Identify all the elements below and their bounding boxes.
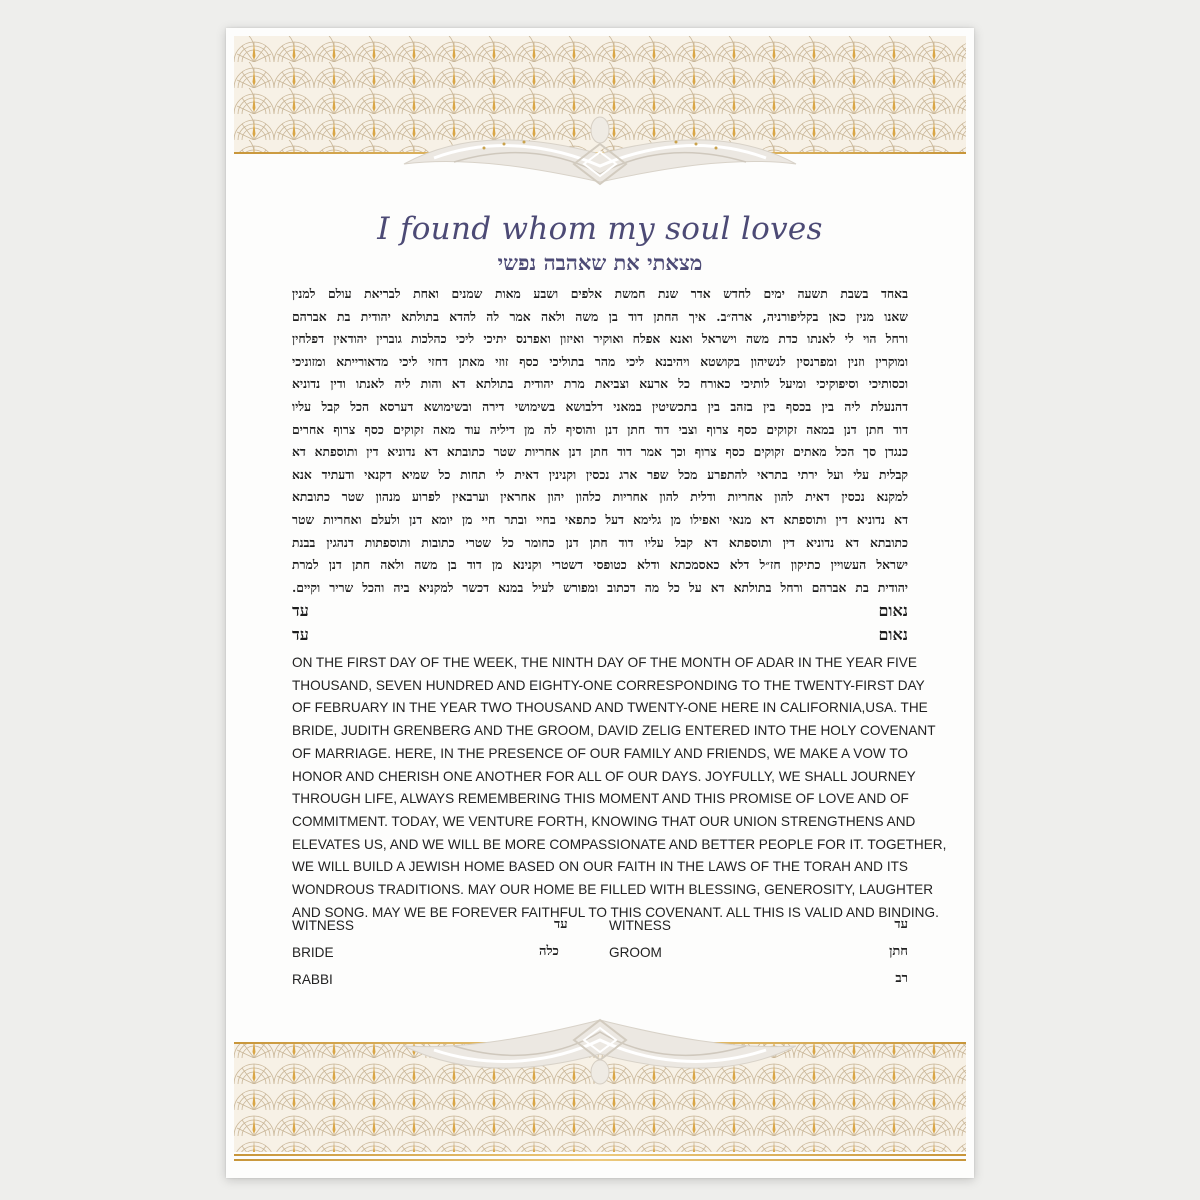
hebrew-signature-neum: נאום (878, 601, 908, 620)
bottom-ornament-band (234, 1006, 966, 1164)
hebrew-line: ומוקרין וזנין ומפרנסין לנשיהון בקושטא ויהיבנא ליכי מהר בתוליכי כסף זוזי מאתן דחזי ליכי מדאורייתא ומזוניכי (292, 353, 908, 369)
art-deco-fan-pattern (234, 36, 966, 186)
english-line: THOUSAND, SEVEN HUNDRED AND EIGHTY-ONE CORRESPONDING TO THE TWENTY-FIRST DAY (292, 677, 925, 693)
title-english: I found whom my soul loves (377, 211, 823, 247)
bride-hebrew: כלה (539, 944, 559, 959)
rabbi-label: RABBI (292, 972, 333, 987)
art-deco-fan-pattern (234, 1006, 966, 1164)
witness-hebrew-left: עד (554, 917, 568, 932)
witness-hebrew-right: עד (894, 917, 908, 932)
hebrew-signature-ed: עד (292, 625, 309, 644)
english-line: WONDROUS TRADITIONS. MAY OUR HOME BE FILLED WITH BLESSING, GENEROSITY, LAUGHTER (292, 882, 934, 898)
english-line: OF MARRIAGE. HERE, IN THE PRESENCE OF OUR FAMILY AND FRIENDS, WE MAKE A VOW TO (292, 745, 908, 761)
hebrew-signature-neum: נאום (878, 625, 908, 644)
english-line: AND SONG. MAY WE BE FOREVER FAITHFUL TO THIS COVENANT. ALL THIS IS VALID AND BINDING. (292, 904, 939, 920)
groom-label: GROOM (609, 945, 662, 960)
signature-row-rabbi (292, 972, 908, 999)
english-text (292, 652, 947, 924)
signature-row-witness (292, 918, 908, 945)
hebrew-line: באחד בשבת תשעה ימים לחדש אדר שנת חמשת אלפים ושבע מאות שמנים ואחת לבריאת עולם למנין (292, 286, 908, 301)
hebrew-line: קבלית עלי ועל ירתי בתראי להתפרע מכל שפר ארג נכסין וקנינין דאית לי תחות כל שמיא דקנאי ודעתיד אנא (292, 466, 908, 482)
hebrew-line: דוד חתן דנן במאה זקוקים כסף צרוף וצבי דוד חתן דנן והוסיף לה מן דיליה עוד מאה זקוקים כסף צרוף אחרים (292, 421, 908, 437)
ketubah-document (226, 28, 974, 1178)
signature-block (292, 918, 908, 999)
bride-label: BRIDE (292, 945, 334, 960)
top-ornament-band (234, 36, 966, 186)
english-line: OF FEBRUARY IN THE YEAR TWO THOUSAND AND TWENTY-ONE HERE IN CALIFORNIA,USA. THE (292, 700, 928, 716)
witness-label-right: WITNESS (609, 918, 671, 933)
rabbi-hebrew: רב (895, 971, 908, 986)
hebrew-signature-ed: עד (292, 601, 309, 620)
english-line: BRIDE, JUDITH GRENBERG AND THE GROOM, DAVID ZELIG ENTERED INTO THE HOLY COVENANT (292, 723, 936, 739)
hebrew-line: שאנו מנין כאן בקליפורניה, ארה״ב. איך החתן דוד בן משה ולאה אמר לה להדא בתולתא יהודית בת אברהם (292, 308, 908, 324)
hebrew-line: למקנא נכסין דאית להון אחריות ודלית להון אחריות כלהון יהון אחראין וערבאין לפרוע מנהון שטר כתובתא (292, 489, 908, 505)
english-line: ON THE FIRST DAY OF THE WEEK, THE NINTH DAY OF THE MONTH OF ADAR IN THE YEAR FIVE (292, 655, 917, 670)
groom-hebrew: חתן (889, 944, 908, 959)
hebrew-line: וכסותיכי וסיפוקיכי ומיעל לותיכי כאורח כל ארעא וצביאת מרת יהודית בתולתא דא והות ליה לאנתו ודין נדוניא (292, 376, 908, 392)
hebrew-line: דהנעלת ליה בין בכסף בין בזהב בין בתכשיטין במאני דלבושא בשימושי דירה ובשימושא דערסא הכל קבל עליו (292, 398, 908, 414)
english-line: WE WILL BUILD A JEWISH HOME BASED ON OUR FAITH IN THE LAWS OF THE TORAH AND ITS (292, 859, 908, 875)
hebrew-line: כתובתא דא נדוניא דין ותוספתא דא קבל עליו דוד חתן דנן כחומר כל שטרי כתובות ותוספתות דנהגין בבנת (292, 534, 908, 550)
english-line: COMMITMENT. TODAY, WE VENTURE FORTH, KNOWING THAT OUR UNION STRENGTHENS AND (292, 813, 916, 829)
hebrew-line: יהודית בת אברהם ורחל בתולתא דא על כל מה דכתוב ומפורש לעיל במנא דכשר למקניא ביה והכל שריר וקיים. (292, 579, 908, 595)
witness-label-left: WITNESS (292, 918, 354, 933)
hebrew-line: ורחל הוי לי לאנתו כדת משה וישראל ואנא אפלח ואוקיר ואיזון ואפרנס יתיכי ליכי כהלכות גוברין יהודאין דפלחין (292, 331, 908, 347)
hebrew-line: כנגדן סך הכל מאתים זקוקים כסף צרוף וכך אמר דוד חתן דנן אחריות שטר כתובתא דא נדוניא דין ותוספתא דא (292, 444, 908, 460)
english-line: ELEVATES US, AND WE WILL BE MORE COMPASSIONATE AND BETTER PEOPLE FOR IT. TOGETHER, (292, 836, 947, 852)
hebrew-line: ישראל העשויין כתיקון חז״ל דלא כאסמכתא ודלא כטופסי דשטרי וקנינא מן דוד בן משה ולאה חתן דנן למרת (292, 557, 908, 573)
hebrew-line: דא נדוניא דין ותוספתא דא מנאי ואפילו מן גלימא דעל כתפאי בחיי ובתר חיי מן יומא דנן ולעלם ואחריות שטר (292, 511, 908, 527)
hebrew-text (292, 283, 908, 599)
title-hebrew: מצאתי את שאהבה נפשי (497, 250, 703, 275)
signature-row-couple (292, 945, 908, 972)
english-line: HONOR AND CHERISH ONE ANOTHER FOR ALL OF OUR DAYS. JOYFULLY, WE SHALL JOURNEY (292, 768, 916, 784)
english-line: THROUGH LIFE, ALWAYS REMEMBERING THIS MOMENT AND THIS PROMISE OF LOVE AND OF (292, 791, 909, 807)
